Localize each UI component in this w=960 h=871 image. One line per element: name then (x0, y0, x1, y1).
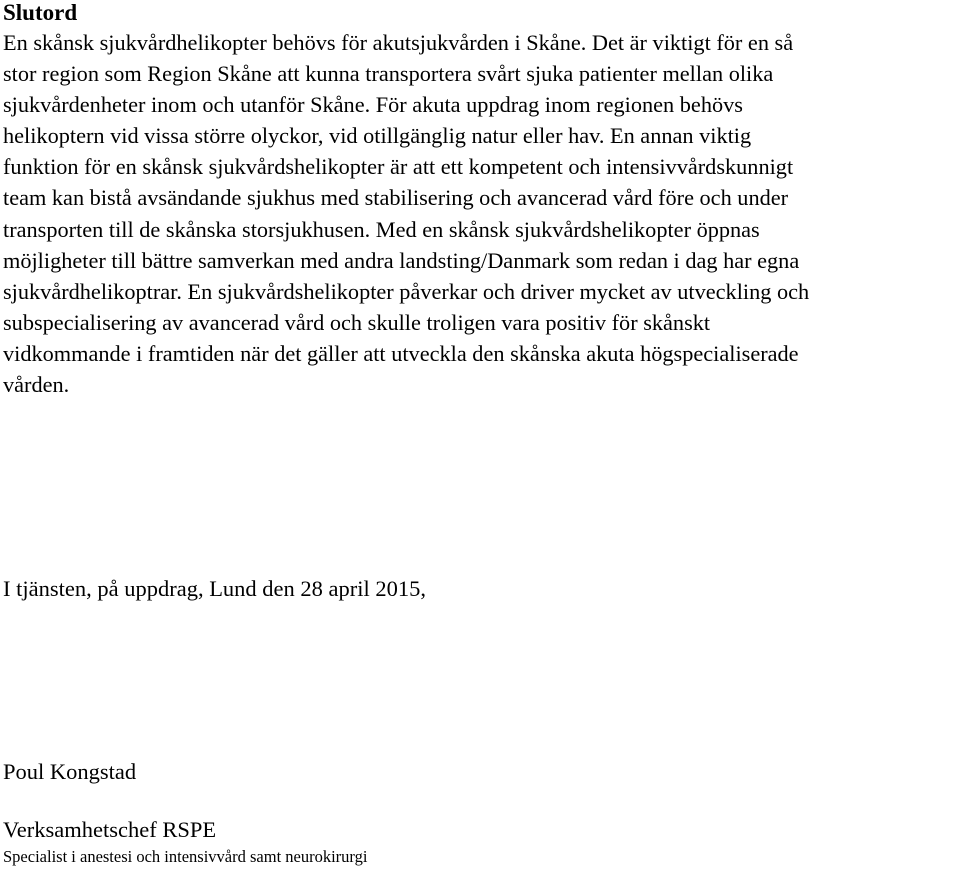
paragraph-line: sjukvårdenheter inom och utanför Skåne. För akuta uppdrag inom regionen behövs (3, 92, 743, 118)
paragraph-line: team kan bistå avsändande sjukhus med stabilisering och avancerad vård före och under (3, 185, 789, 211)
paragraph-line: vården. (3, 372, 70, 398)
closing-line: I tjänsten, på uppdrag, Lund den 28 april 2015, (3, 576, 427, 601)
paragraph-line: funktion för en skånsk sjukvårdshelikopter är att ett kompetent och intensivvårdskunnigt (3, 154, 794, 180)
signatory-name: Poul Kongstad (3, 759, 137, 784)
paragraph-line: möjligheter till bättre samverkan med andra landsting/Danmark som redan i dag har egna (3, 247, 800, 273)
paragraph-line: stor region som Region Skåne att kunna transportera svårt sjuka patienter mellan olika (3, 61, 774, 87)
body-paragraph (3, 27, 955, 400)
paragraph-line: helikoptern vid vissa större olyckor, vid otillgänglig natur eller hav. En annan viktig (3, 123, 752, 149)
paragraph-line: subspecialisering av avancerad vård och skulle troligen vara positiv för skånskt (3, 309, 711, 335)
paragraph-line: sjukvårdhelikoptrar. En sjukvårdshelikopter påverkar och driver mycket av utveckling och (3, 278, 810, 304)
paragraph-line: vidkommande i framtiden när det gäller att utveckla den skånska akuta högspecialiserade (3, 340, 799, 366)
signatory-title: Verksamhetschef RSPE (3, 817, 217, 842)
paragraph-line: En skånsk sjukvårdhelikopter behövs för akutsjukvården i Skåne. Det är viktigt för en så (3, 30, 794, 55)
paragraph-line: transporten till de skånska storsjukhusen. Med en skånsk sjukvårdshelikopter öppnas (3, 216, 760, 242)
signatory-specialty: Specialist i anestesi och intensivvård samt neurokirurgi (3, 847, 368, 866)
section-heading: Slutord (3, 0, 78, 25)
